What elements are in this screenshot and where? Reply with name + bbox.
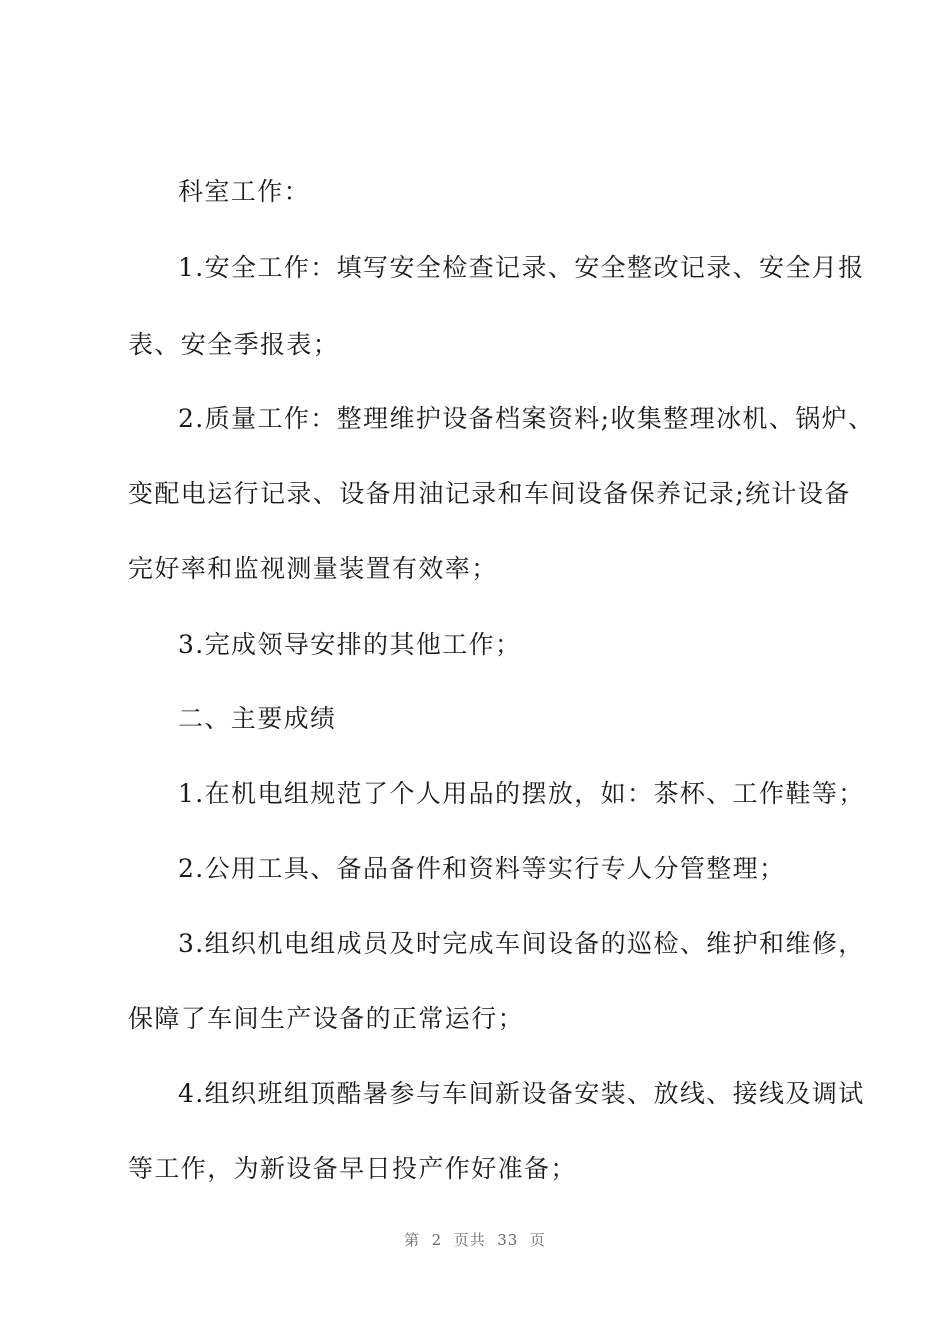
paragraph-line: 3.组织机电组成员及时完成车间设备的巡检、维护和维修， [178,929,865,958]
paragraph-line: 1.安全工作：填写安全检查记录、安全整改记录、安全月报 [178,253,865,282]
paragraph-line: 变配电运行记录、设备用油记录和车间设备保养记录;统计设备 [128,479,851,508]
paragraph-line: 1.在机电组规范了个人用品的摆放，如：茶杯、工作鞋等； [178,779,865,808]
paragraph-line: 4.组织班组顶酷暑参与车间新设备安装、放线、接线及调试 [178,1079,865,1108]
paragraph-line: 表、安全季报表； [128,330,340,359]
paragraph-line: 保障了车间生产设备的正常运行； [128,1004,525,1033]
paragraph-line: 2.质量工作：整理维护设备档案资料;收集整理冰机、锅炉、 [178,404,875,433]
paragraph-line: 2.公用工具、备品备件和资料等实行专人分管整理； [178,854,786,883]
paragraph-line: 完好率和监视测量装置有效率； [128,554,498,583]
page-footer: 第 2 页共 33 页 [404,1231,546,1249]
paragraph-line: 科室工作： [178,177,311,206]
section-heading: 二、主要成绩 [178,704,337,733]
paragraph-line: 3.完成领导安排的其他工作； [178,630,522,659]
paragraph-line: 等工作，为新设备早日投产作好准备； [128,1154,577,1183]
